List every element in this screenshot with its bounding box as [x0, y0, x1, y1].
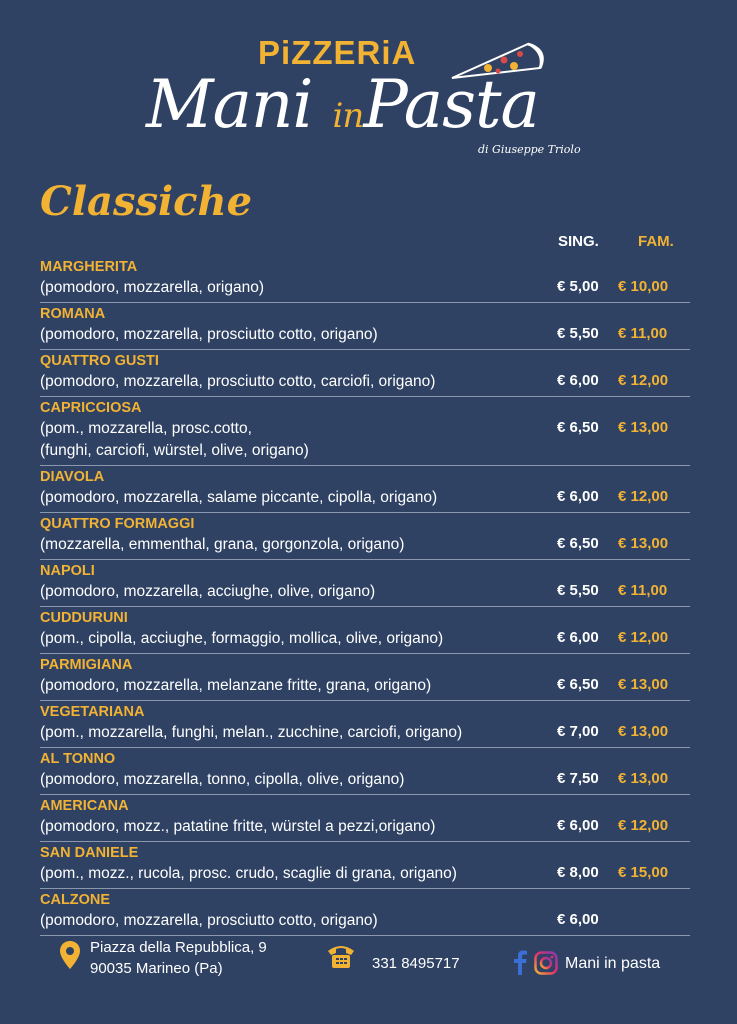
item-name: AL TONNO: [40, 751, 116, 767]
item-description: (pomodoro, mozzarella, salame piccante, cipolla, origano): [40, 489, 438, 506]
social-handle: Mani in pasta: [565, 955, 661, 972]
price-single: € 6,50: [557, 419, 599, 436]
footer: [0, 935, 737, 995]
item-name: CUDDURUNI: [40, 610, 128, 626]
price-family: € 13,00: [618, 770, 669, 787]
item-description: (pomodoro, mozzarella, prosciutto cotto, carciofi, origano): [40, 373, 436, 390]
menu-item: [40, 889, 690, 936]
column-header-family: FAM.: [638, 233, 674, 250]
price-single: € 6,00: [557, 372, 599, 389]
menu-item: [40, 842, 690, 889]
item-name: CALZONE: [40, 892, 111, 908]
brand-main: [146, 66, 539, 143]
item-description: (mozzarella, emmenthal, grana, gorgonzola, origano): [40, 536, 405, 553]
address-line-2: 90035 Marineo (Pa): [90, 960, 223, 977]
item-description: (pom., cipolla, acciughe, formaggio, mollica, olive, origano): [40, 630, 444, 647]
address: [90, 937, 267, 979]
item-name: ROMANA: [40, 306, 106, 322]
price-single: € 7,50: [557, 770, 599, 787]
menu-item: [40, 560, 690, 607]
item-description: (pomodoro, mozzarella, tonno, cipolla, olive, origano): [40, 771, 405, 788]
price-family: € 13,00: [618, 676, 669, 693]
facebook-icon[interactable]: [512, 949, 528, 975]
price-single: € 5,00: [557, 278, 599, 295]
brand-main-in: in: [332, 96, 364, 136]
item-description: (pomodoro, mozz., patatine fritte, würstel a pezzi,origano): [40, 818, 436, 835]
telephone-icon: [326, 943, 356, 969]
price-family: € 13,00: [618, 723, 669, 740]
price-single: € 6,00: [557, 488, 599, 505]
menu-item: [40, 607, 690, 654]
price-family: € 10,00: [618, 278, 669, 295]
price-single: € 7,00: [557, 723, 599, 740]
section-title: Classiche: [40, 178, 253, 225]
price-family: € 13,00: [618, 419, 669, 436]
item-name: VEGETARIANA: [40, 704, 145, 720]
menu-item: [40, 303, 690, 350]
menu-item: [40, 701, 690, 748]
item-description: (pom., mozzarella, funghi, melan., zucchine, carciofi, origano): [40, 724, 463, 741]
item-description: (pomodoro, mozzarella, prosciutto cotto, origano): [40, 912, 378, 929]
brand-main-a: Mani: [146, 66, 333, 143]
price-family: € 12,00: [618, 817, 669, 834]
item-name: CAPRICCIOSA: [40, 400, 142, 416]
instagram-icon[interactable]: [534, 951, 558, 975]
menu-item: [40, 795, 690, 842]
price-single: € 6,00: [557, 911, 599, 928]
phone-number: 331 8495717: [372, 955, 460, 972]
price-single: € 6,00: [557, 817, 599, 834]
price-family: € 12,00: [618, 629, 669, 646]
item-description: (pom., mozz., rucola, prosc. crudo, scaglie di grana, origano): [40, 865, 457, 882]
menu-item: [40, 513, 690, 560]
item-name: DIAVOLA: [40, 469, 105, 485]
price-single: € 6,00: [557, 629, 599, 646]
item-name: PARMIGIANA: [40, 657, 133, 673]
item-name: MARGHERITA: [40, 259, 138, 275]
menu-item: [40, 654, 690, 701]
item-name: QUATTRO FORMAGGI: [40, 516, 195, 532]
item-name: NAPOLI: [40, 563, 95, 579]
item-name: AMERICANA: [40, 798, 129, 814]
price-family: € 12,00: [618, 372, 669, 389]
brand-top: PiZZERiA: [258, 34, 417, 71]
item-description: (pomodoro, mozzarella, acciughe, olive, origano): [40, 583, 376, 600]
address-line-1: Piazza della Repubblica, 9: [90, 939, 267, 956]
price-single: € 8,00: [557, 864, 599, 881]
price-family: € 13,00: [618, 535, 669, 552]
item-description: (pomodoro, mozzarella, melanzane fritte, grana, origano): [40, 677, 432, 694]
price-family: € 11,00: [618, 325, 668, 342]
price-single: € 6,50: [557, 676, 599, 693]
menu-item: [40, 466, 690, 513]
logo: [140, 28, 610, 168]
price-family: € 11,00: [618, 582, 668, 599]
column-header-single: SING.: [558, 233, 599, 250]
price-single: € 5,50: [557, 582, 599, 599]
menu-item: [40, 256, 690, 303]
item-name: QUATTRO GUSTI: [40, 353, 159, 369]
menu-item: [40, 748, 690, 795]
item-description: (pom., mozzarella, prosc.cotto,: [40, 420, 252, 437]
brand-main-b: Pasta: [363, 66, 539, 143]
price-single: € 6,50: [557, 535, 599, 552]
item-description: (funghi, carciofi, würstel, olive, origano): [40, 442, 309, 459]
menu-item: [40, 350, 690, 397]
price-family: € 15,00: [618, 864, 669, 881]
item-description: (pomodoro, mozzarella, prosciutto cotto, origano): [40, 326, 378, 343]
menu-item: [40, 397, 690, 466]
item-description: (pomodoro, mozzarella, origano): [40, 279, 264, 296]
item-name: SAN DANIELE: [40, 845, 139, 861]
brand-subtitle: di Giuseppe Triolo: [478, 143, 581, 156]
location-pin-icon: [60, 941, 80, 969]
menu-list: [40, 256, 690, 936]
price-family: € 12,00: [618, 488, 669, 505]
price-single: € 5,50: [557, 325, 599, 342]
